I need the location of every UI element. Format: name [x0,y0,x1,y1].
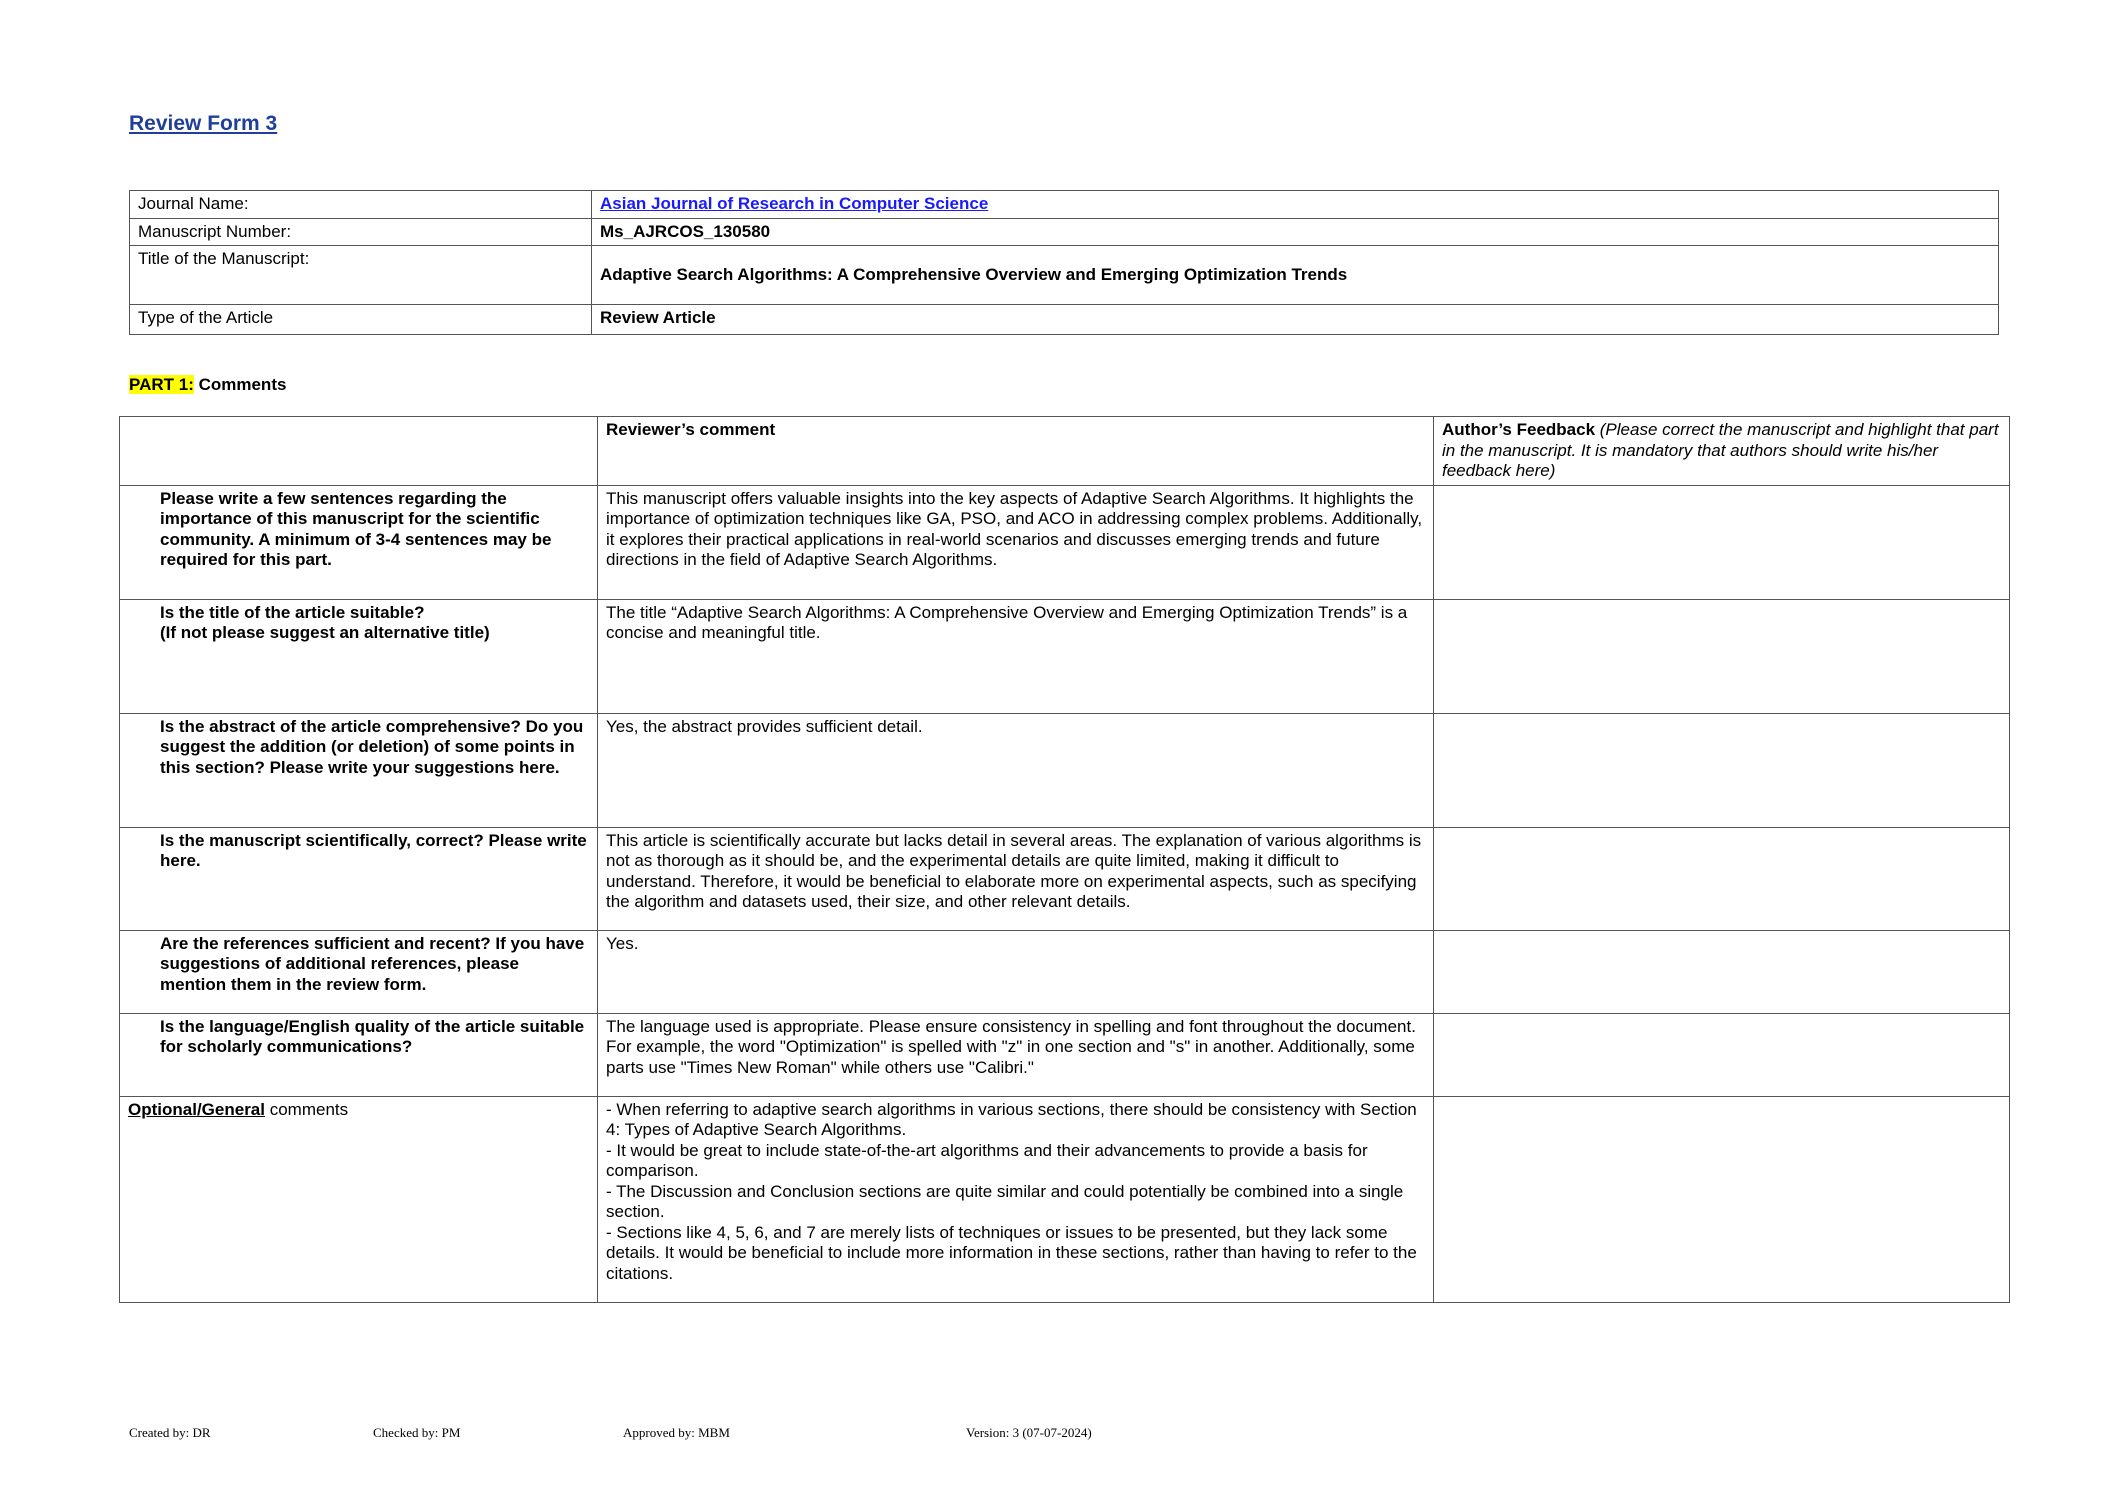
author-header-label: Author’s Feedback [1442,420,1596,439]
article-type: Review Article [592,305,1999,335]
comments-table [119,416,2010,1303]
reviewer-comment: Yes, the abstract provides sufficient detail. [598,713,1434,827]
question: Is the abstract of the article comprehensive? Do you suggest the addition (or deletion) of some points in this section? Please write your suggestions here. [120,713,598,827]
journal-link[interactable]: Asian Journal of Research in Computer Science [600,194,989,213]
table-row [120,485,2010,599]
optional-comment: - When referring to adaptive search algorithms in various sections, there should be consistency with Section 4: Types of Adaptive Search Algorithms. - It would be great to include state-of-the-art algorithms and their advancements to provide a basis for comparison. - The Discussion and Conclusion sections are quite similar and could potentially be combined into a single section. - Sections like 4, 5, 6, and 7 are merely lists of techniques or issues to be presented, but they lack some details. It would be beneficial to include more information in these sections, rather than having to refer to the citations. [598,1096,1434,1302]
question: Is the title of the article suitable? (If not please suggest an alternative title) [120,599,598,713]
table-row [120,930,2010,1013]
author-feedback-cell[interactable] [1434,485,2010,599]
author-feedback-cell[interactable] [1434,713,2010,827]
form-title: Review Form 3 [129,112,278,135]
version: Version: 3 (07-07-2024) [966,1425,1092,1440]
manuscript-info-table [129,190,1999,335]
table-row [120,713,2010,827]
reviewer-header: Reviewer’s comment [598,417,1434,486]
author-feedback-cell[interactable] [1434,1013,2010,1096]
empty-header [120,417,598,486]
reviewer-comment: Yes. [598,930,1434,1013]
reviewer-comment: This article is scientifically accurate but lacks detail in several areas. The explanation of various algorithms is not as thorough as it should be, and the experimental details are quite limited, making it difficult to understand. Therefore, it would be beneficial to elaborate more on experimental aspects, such as specifying the algorithm and datasets used, their size, and other relevant details. [598,827,1434,930]
reviewer-comment: The title “Adaptive Search Algorithms: A Comprehensive Overview and Emerging Optimization Trends” is a concise and meaningful title. [598,599,1434,713]
journal-label: Journal Name: [130,191,592,219]
type-label: Type of the Article [130,305,592,335]
question: Are the references sufficient and recent? If you have suggestions of additional references, please mention them in the review form. [120,930,598,1013]
general-word: /General [196,1099,265,1119]
checked-by: Checked by: PM [373,1425,461,1440]
manuscript-number: Ms_AJRCOS_130580 [592,218,1999,246]
manuscript-label: Manuscript Number: [130,218,592,246]
approved-by: Approved by: MBM [623,1425,730,1440]
title-label: Title of the Manuscript: [130,246,592,305]
created-by: Created by: DR [129,1425,211,1440]
reviewer-comment: This manuscript offers valuable insights into the key aspects of Adaptive Search Algorithms. It highlights the importance of optimization techniques like GA, PSO, and ACO in addressing complex problems. Additionally, it explores their practical applications in real-world scenarios and discusses emerging trends and future directions in the field of Adaptive Search Algorithms. [598,485,1434,599]
reviewer-comment: The language used is appropriate. Please ensure consistency in spelling and font throughout the document. For example, the word "Optimization" is spelled with "z" in one section and "s" in another. Additionally, some parts use "Times New Roman" while others use "Calibri." [598,1013,1434,1096]
part-label: PART 1: [129,375,194,394]
optional-label [120,1096,598,1302]
optional-word: Optional [128,1099,197,1119]
comments-word: comments [265,1099,349,1119]
table-row [120,827,2010,930]
question: Is the manuscript scientifically, correct? Please write here. [120,827,598,930]
table-row [120,1013,2010,1096]
table-row [120,599,2010,713]
question: Please write a few sentences regarding the importance of this manuscript for the scientific community. A minimum of 3-4 sentences may be required for this part. [120,485,598,599]
author-header [1434,417,2010,486]
part-text: Comments [193,375,287,394]
part-heading [129,375,286,395]
author-feedback-cell[interactable] [1434,930,2010,1013]
question: Is the language/English quality of the article suitable for scholarly communications? [120,1013,598,1096]
author-feedback-cell[interactable] [1434,599,2010,713]
manuscript-title: Adaptive Search Algorithms: A Comprehensive Overview and Emerging Optimization Trends [592,246,1999,305]
author-feedback-cell[interactable] [1434,1096,2010,1302]
author-feedback-cell[interactable] [1434,827,2010,930]
author-header-note: (Please correct the manuscript and highlight that part in the manuscript. It is mandatory that authors should write his/her feedback here) [1442,420,1999,480]
